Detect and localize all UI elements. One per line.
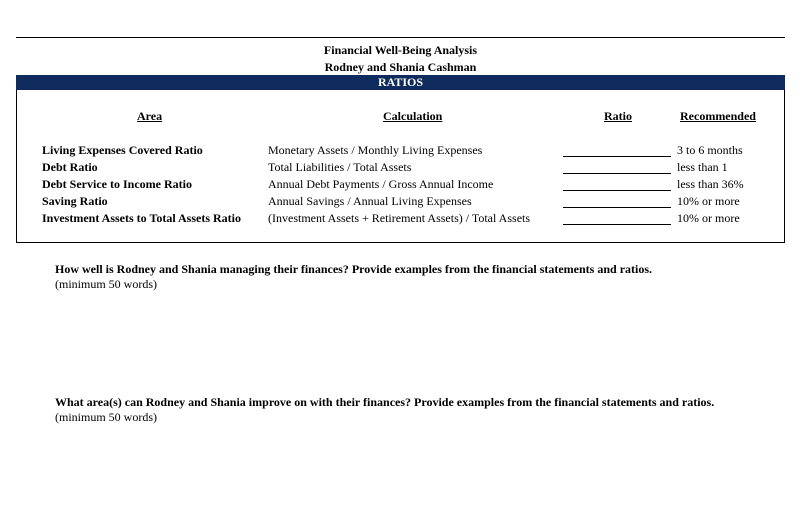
question-2: [55, 395, 755, 425]
table-row: [0, 142, 803, 159]
row-area: Living Expenses Covered Ratio: [42, 143, 203, 157]
ratio-blank-line[interactable]: [563, 224, 671, 225]
question-2-note: (minimum 50 words): [55, 410, 157, 424]
row-recommended: 3 to 6 months: [677, 143, 743, 157]
table-row: [0, 159, 803, 176]
table-row: [0, 210, 803, 227]
row-calculation: Total Liabilities / Total Assets: [268, 160, 412, 174]
ratios-band: RATIOS: [16, 75, 785, 90]
ratio-blank-line[interactable]: [563, 173, 671, 174]
table-row: [0, 176, 803, 193]
row-recommended: less than 36%: [677, 177, 744, 191]
row-area: Debt Ratio: [42, 160, 98, 174]
question-1-text: How well is Rodney and Shania managing their finances? Provide examples from the financial statements and ratios.: [55, 262, 653, 276]
ratio-blank-line[interactable]: [563, 156, 671, 157]
row-calculation: Annual Debt Payments / Gross Annual Income: [268, 177, 494, 191]
table-row: [0, 193, 803, 210]
row-calculation: Annual Savings / Annual Living Expenses: [268, 194, 472, 208]
column-header-ratio: Ratio: [604, 109, 632, 123]
row-area: Saving Ratio: [42, 194, 108, 208]
row-calculation: Monetary Assets / Monthly Living Expenses: [268, 143, 483, 157]
column-header-area: Area: [137, 109, 163, 123]
top-rule: [16, 37, 785, 38]
row-recommended: 10% or more: [677, 211, 740, 225]
column-header-calculation: Calculation: [383, 109, 443, 123]
question-1-note: (minimum 50 words): [55, 277, 157, 291]
row-area: Debt Service to Income Ratio: [42, 177, 192, 191]
row-recommended: less than 1: [677, 160, 728, 174]
question-2-text: What area(s) can Rodney and Shania improve on with their finances? Provide examples from the financial statements and ratios.: [55, 395, 715, 409]
ratio-blank-line[interactable]: [563, 207, 671, 208]
column-header-recommended: Recommended: [680, 109, 756, 123]
client-name: Rodney and Shania Cashman: [324, 60, 477, 74]
row-calculation: (Investment Assets + Retirement Assets) / Total Assets: [268, 211, 531, 225]
row-recommended: 10% or more: [677, 194, 740, 208]
row-area: Investment Assets to Total Assets Ratio: [42, 211, 242, 225]
ratio-blank-line[interactable]: [563, 190, 671, 191]
question-1: [55, 262, 755, 292]
document-title: Financial Well-Being Analysis: [323, 43, 478, 57]
